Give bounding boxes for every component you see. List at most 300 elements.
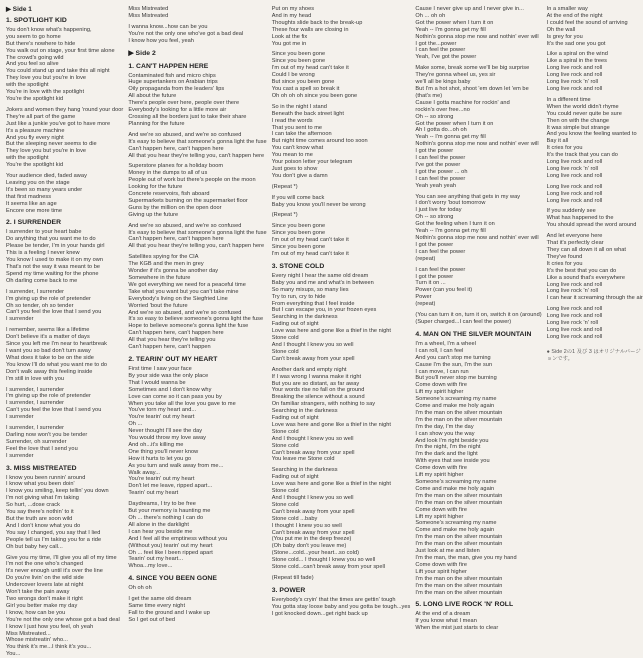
lyric-line: I'm still in love with you — [6, 375, 65, 382]
lyric-line: I got the power — [415, 241, 454, 248]
lyric-line: Leaving you on the stage — [6, 179, 70, 186]
lyric-line: Do you're livin' on the wild side — [6, 575, 84, 582]
lyric-line: All that you hear they're telling you, can't happen here — [128, 152, 265, 159]
lyric-line: I can feel the power — [415, 47, 466, 54]
lyric-line: Come down with fire — [415, 506, 468, 513]
lyric-line: It's the track that you can do — [546, 152, 618, 159]
lyric-line: Oh oh oh — [128, 585, 152, 592]
lyric-line: I can feel the power — [415, 155, 466, 162]
lyric-line: Look at the fix — [271, 33, 308, 40]
song-title: 1. CAN'T HAPPEN HERE — [128, 62, 209, 70]
lyric-line: The crowd's going wild — [6, 54, 64, 61]
lyric-line: Beneath the back street light — [271, 110, 345, 117]
lyric-line: I'm the man on the silver mountain — [415, 416, 503, 423]
lyric-line: Miss Mistreated... — [6, 630, 51, 637]
lyric-line: Feel the love that I send you — [6, 445, 78, 452]
lyric-line: Searching in the darkness — [271, 467, 338, 474]
lyric-line: (Repeat *) — [271, 212, 298, 219]
lyric-line: Can't happen here, can't happen here — [128, 145, 224, 152]
lyric-line: There's people over here, people over there — [128, 100, 240, 107]
lyric-line: Someone's screaming my name — [415, 520, 497, 527]
lyric-line: You can see anything that gets in my way — [415, 193, 521, 200]
lyric-line: Crossing all the borders just to take their share — [128, 113, 247, 120]
lyric-line: I know you been runnin' around — [6, 474, 86, 481]
lyric-line: And look I'm right beside you — [415, 437, 489, 444]
lyric-line: Can't you feel the love that I send you — [6, 407, 102, 414]
lyric-line: I'm not the one who's changed — [6, 561, 83, 568]
lyric-line: Everybody's cryin' that the times are gettin' tough — [271, 596, 396, 603]
lyrics-column — [6, 6, 124, 658]
lyric-line: Cause I never give up and I never give in... — [415, 6, 524, 12]
lyric-line: Oh the wall — [546, 26, 576, 33]
lyric-line: I got the power ... oh — [415, 168, 468, 175]
lyric-line: Baby you and me and what's in between — [271, 279, 374, 286]
lyric-line: Your poison letter your telegram — [271, 159, 353, 166]
lyric-line: They're gonna wheel us, yes sir — [415, 72, 496, 79]
lyric-line: Can't break away from your spell — [271, 508, 355, 515]
lyric-line: Undercover lovers late at night — [6, 582, 84, 589]
lyric-line: But you are so distant, as far away — [271, 380, 360, 387]
lyric-line: I can feel the power — [415, 175, 466, 182]
lyric-line: (You put me in the deep freeze) — [271, 536, 352, 543]
lyric-line: Long live rock 'n' roll — [546, 320, 599, 327]
lyric-line: Like a spiral in the trees — [546, 58, 608, 65]
lyric-line: Long live rock 'n' roll — [546, 288, 599, 295]
lyric-line: Since you been gone — [271, 230, 326, 237]
lyric-line: Stone cold — [271, 335, 299, 342]
lyric-line: rockin's over free...no — [415, 106, 470, 113]
lyric-line: Stone cold — [271, 348, 299, 355]
lyric-line: Come down with fire — [415, 465, 468, 472]
lyric-line: So hurt, ...dose crack — [6, 502, 60, 509]
lyric-line: Since you been gone — [271, 223, 326, 230]
lyric-line: Long live rock and roll — [546, 190, 603, 197]
lyric-line: I can take the afternoon — [271, 131, 332, 138]
lyric-line: I'm out of my head can't take it — [271, 237, 349, 244]
lyric-line: What has happened to the — [546, 215, 614, 222]
lyric-line: Since you been gone — [271, 51, 326, 58]
lyric-line: I can hear it screaming through the air — [546, 295, 643, 302]
lyric-line: Nothin's gonna stop me now and nothin' ever will — [415, 141, 539, 148]
lyric-line: (that's me) — [415, 92, 443, 99]
lyric-line: I surrender, I surrender — [6, 400, 65, 407]
lyric-line: Encore one more time — [6, 207, 63, 214]
lyric-line: Everybody's living on the Siegfried Line — [128, 295, 228, 302]
lyric-line: I'm the day, I'm the day — [415, 423, 474, 430]
lyric-line: That's not the way it was meant to be — [6, 264, 101, 270]
song-title: 5. LONG LIVE ROCK 'N' ROLL — [415, 601, 514, 609]
lyric-line: Can't happen here, can't happen here — [128, 330, 224, 337]
lyric-line: Power — [415, 294, 432, 301]
lyric-line: Spend my time waiting for the phone — [6, 270, 99, 277]
song-block — [128, 50, 266, 58]
lyric-line: I'm the man on the silver mountain — [415, 541, 503, 548]
lyric-line: Yeah, I've got the power — [415, 54, 477, 61]
lyric-line: Tearin' out my heart... — [128, 556, 184, 563]
lyrics-column — [547, 6, 643, 596]
lyric-line: Bay it all — [546, 138, 569, 145]
lyric-line: If you will come back — [271, 194, 325, 201]
lyric-line: (Repeat *) — [271, 183, 298, 190]
lyric-line: with the spotlight — [6, 82, 49, 89]
lyric-line: I'm giving up the role of pretender — [6, 295, 91, 302]
lyric-line: Come and make me holy again — [415, 403, 495, 410]
song-title: 4. MAN ON THE SILVER MOUNTAIN — [415, 330, 532, 338]
lyric-line: Lift my spirit higher — [415, 513, 464, 520]
lyric-line: At the end of a dream — [415, 611, 471, 618]
lyric-line: It's easy to believe that someone's gonna light the fuse — [128, 229, 267, 236]
lyric-line: You leave me Stone cold — [271, 456, 335, 463]
lyric-line: I'm the man, the man, give you my hand — [415, 554, 517, 561]
lyric-line: And you feel so alive — [6, 61, 59, 68]
lyric-line: Concrete reservoirs, fish aboard — [128, 191, 210, 198]
lyric-line: Won't take the pain away — [6, 589, 70, 596]
lyric-line: But you'll never stop me burning — [415, 375, 497, 382]
lyric-line: Whose mistreatin' who... — [6, 637, 68, 644]
lyric-line: And I thought I knew you so well — [271, 495, 354, 501]
lyric-line: Long live rock and roll — [546, 313, 603, 320]
lyric-line: Love was here and gone like a thief in the night — [271, 421, 392, 428]
lyric-line: Long live rock and roll — [546, 72, 603, 79]
lyric-line: One thing you'll never know — [128, 448, 199, 455]
lyric-line: (repeat) — [415, 255, 436, 262]
lyric-line: Long live rock and roll — [546, 197, 603, 204]
lyric-line: First time I saw your face — [128, 365, 192, 372]
lyric-line: And I feel all the emptiness without you — [128, 535, 228, 542]
lyric-line: I know, how can be you — [6, 609, 66, 616]
lyric-line: Breaking the silence without a sound — [271, 394, 365, 401]
lyric-line: Got the power when I turn it on — [415, 120, 494, 127]
lyric-line: You say there's nothin' to it — [6, 509, 74, 516]
lyric-line: By your side was the only place — [128, 372, 209, 379]
song-block — [415, 601, 541, 632]
lyric-line: we'll all be kings baby — [415, 79, 471, 86]
lyric-line: with the spotlight — [6, 155, 49, 162]
lyric-line: I can hear you beside me — [128, 528, 193, 535]
lyric-line: Lift my spirit higher — [415, 389, 464, 396]
lyric-line: I read the words — [271, 117, 313, 124]
lyric-line: I surrender to your heart babe — [6, 229, 82, 236]
lyric-line: And I don't know what you do — [6, 522, 81, 529]
lyric-line: You're the spotlight kid — [6, 162, 64, 169]
lyric-line: Do anything that you want me to do — [6, 236, 96, 243]
lyric-line: I know I just how you feel, oh yeah — [6, 623, 94, 630]
lyric-line: Miss Mistreated — [128, 12, 169, 19]
lyric-line: (Without you) tearin' out my heart — [128, 542, 213, 549]
song-block — [128, 575, 266, 624]
song-block — [6, 465, 123, 658]
lyric-line: Nothin's gonna stop me now and nothin' ever will — [415, 33, 539, 40]
lyric-line: I'm the dark and the light — [415, 451, 478, 458]
lyric-line: I got the...power — [415, 40, 457, 47]
lyrics-column — [415, 6, 542, 632]
lyric-line: Just goes to show — [271, 165, 318, 172]
lyric-line: (Repeat till fade) — [271, 574, 314, 581]
lyric-line: Baby you know you'll never be wrong — [271, 201, 366, 208]
lyric-line: Long live rock and roll — [546, 326, 603, 333]
lyric-line: Is grey for you — [546, 33, 583, 40]
lyric-line: That it's perfectly clear — [546, 240, 604, 247]
lyric-line: Oily propaganda from the leaders' lips — [128, 86, 225, 93]
lyric-line: Fading out of sight — [271, 474, 319, 481]
lyric-line: Make some, break some we'll be big surprise — [415, 65, 530, 72]
lyric-line: Stone cold — [271, 442, 299, 449]
lyric-line: I'm not giving what I'm taking — [6, 495, 79, 502]
lyric-line: Cause I'm the sun, I'm the sun — [415, 361, 493, 368]
lyric-line: I'm out of my head can't take it — [271, 65, 349, 72]
lyric-line: Just look at me and listen — [415, 548, 480, 555]
lyric-line: Then on with the change — [546, 117, 610, 124]
lyric-line: It's a pleasure machine — [6, 127, 65, 134]
lyric-line: They love you but you're in love — [6, 75, 87, 82]
song-title: 2. TEARIN' OUT MY HEART — [128, 355, 218, 363]
lyric-line: Surrender, oh surrender — [6, 438, 67, 445]
lyric-line: When you take all the love you gave to me — [128, 400, 236, 407]
lyric-line: But I can escape you, in your frozen eyes — [271, 307, 377, 314]
song-block — [128, 63, 266, 351]
lyric-line: Stone cold ...baby — [271, 515, 318, 522]
lyric-line: They love you but you're in love — [6, 148, 87, 155]
lyric-line: So I get out of bed — [128, 616, 176, 623]
lyric-line: Hope to believe someone's gonna light the fuse — [128, 323, 249, 330]
lyric-line: Can't break away from your spell — [271, 449, 355, 456]
lyric-line: Stone cold — [271, 488, 299, 495]
song-block — [272, 6, 411, 258]
lyric-line: I'm the man on the silver mountain — [415, 499, 503, 506]
lyric-line: Give you my time, I'll give you all of my time — [6, 554, 117, 561]
lyric-line: Don't believe it's a matter of days — [6, 334, 90, 341]
lyric-line: I'm the night, I'm the night — [415, 444, 481, 451]
lyric-line: And I thought I knew you so well — [271, 435, 354, 442]
lyric-line: If you suddenly see — [546, 208, 596, 215]
lyric-line: Supermarkets burning on the supermarket floor — [128, 197, 248, 204]
song-title: 3. MISS MISTREATED — [6, 464, 77, 472]
lyric-line: Planning for the future — [128, 120, 185, 127]
lyric-line: Oh ... oh oh — [415, 12, 446, 19]
song-block — [272, 263, 411, 582]
lyric-line: Girl you better make my day — [6, 602, 78, 609]
lyric-line: I surrender, I surrender — [6, 386, 65, 393]
lyric-line: Another dark and empty night — [271, 366, 347, 373]
lyric-line: Looking for the future — [128, 184, 183, 191]
lyric-line: Oh oh oh oh since you been gone — [271, 92, 358, 99]
lyric-line: Your words rise no fall on the ground — [271, 387, 365, 394]
lyric-line: You think it's me...I think it's you... — [6, 644, 92, 651]
lyric-line: Satellites spying for the CIA — [128, 254, 199, 261]
lyric-line: Turn it on ... — [415, 280, 446, 287]
footnote: ● Side 2の1 及び 3 はオリジナルバージョンです。 — [546, 348, 641, 362]
lyric-line: And I thought I knew you so well — [271, 341, 354, 348]
lyric-line: Could I be wrong — [271, 72, 315, 79]
lyric-line: That you sent to me — [271, 124, 323, 131]
lyric-line: As you turn and walk away from me... — [128, 462, 224, 469]
lyric-line: Lift your spirit higher — [415, 568, 467, 575]
lyric-line: So in the night I stand — [271, 103, 327, 110]
lyric-line: Since you left me I'm near to heartbreak — [6, 341, 108, 348]
lyric-line: Searching in the darkness — [271, 408, 338, 415]
lyric-line: Stone cold — [271, 428, 299, 435]
lyric-line: You gotta stay loose baby and you gotta be tough...yes — [271, 603, 411, 610]
lyric-line: Same time every night — [128, 603, 186, 610]
lyric-line: I'm a wheel, I'm a wheel — [415, 340, 476, 347]
lyric-line: We got everything we need for a peaceful time — [128, 281, 246, 288]
lyric-line: I'm out of my head can't take it — [271, 251, 349, 257]
lyric-line: And you fly every night — [6, 134, 64, 141]
song-block — [547, 6, 643, 341]
lyric-line: (Super charged...I can feel the power) — [415, 318, 512, 325]
lyric-line: I just live for today — [415, 207, 462, 214]
lyric-line: All alone in the darklight — [128, 521, 190, 528]
lyric-line: Oh but baby hey call... — [6, 543, 63, 550]
song-title: 3. POWER — [271, 586, 306, 594]
lyric-line: People out of work but there's people on the moon — [128, 177, 256, 184]
lyric-line: You're not the only one who've got a bad deal — [128, 30, 244, 37]
lyric-line: You walk out on stage, your first time alone — [6, 47, 115, 54]
lyric-line: Thoughts slide back to the break-up — [271, 19, 363, 26]
lyric-line: It's easy to believe that someone's gonna light the fuse — [128, 138, 267, 145]
lyric-line: Oh ... feel like I been ripped apart — [128, 549, 213, 556]
lyric-line: I'm the man on the silver mountain — [415, 582, 503, 589]
lyric-line: You've torn my heart and... — [128, 407, 197, 414]
lyric-line: Long live rock and roll — [546, 333, 603, 340]
lyric-line: Superstore planes for a holiday boom — [128, 163, 224, 170]
lyric-line: They've found — [546, 253, 583, 260]
lyric-line: I wanna know...how can be you — [128, 23, 208, 30]
lyric-line: They can all down it all on what — [546, 247, 626, 253]
lyric-line: Love was here and gone like a thief in the night — [271, 328, 392, 335]
song-block — [415, 331, 541, 597]
lyric-line: Guns by the million on the open door — [128, 204, 222, 211]
lyric-line: Huge supertankers on Arabian trips — [128, 79, 218, 86]
lyric-line: Got the power when I turn it on — [415, 19, 494, 26]
lyric-line: It cries for you — [546, 260, 583, 267]
lyric-line: But there's nowhere to hide — [6, 40, 76, 47]
lyric-line: Come down with fire — [415, 561, 468, 568]
lyric-line: (repeat) — [415, 301, 436, 308]
lyric-line: You know I'll do what you want me to do — [6, 361, 108, 368]
lyric-line: Daydreams, I try to be free — [128, 501, 196, 508]
lyric-line: (Oh baby don't you leave me) — [271, 543, 347, 550]
lyric-line: I surrender, I surrender — [6, 425, 65, 432]
lyric-line: I can feel the power — [415, 266, 466, 273]
lyric-line: You could never quite be sure — [546, 110, 622, 117]
lyric-line: But your memory is haunting me — [128, 508, 211, 515]
lyric-line: Cause I gotta machine for rockin' and — [415, 99, 510, 106]
side-heading: ▶ Side 1 — [6, 6, 32, 13]
lyric-line: I'm the man on the silver mountain — [415, 589, 503, 596]
lyric-line: And let everyone here — [546, 233, 603, 240]
lyric-line: And you can't stop me turning — [415, 354, 491, 361]
lyric-line: I want you so bad don't turn away — [6, 347, 91, 354]
lyric-line: Long live rock and roll — [546, 306, 603, 313]
lyric-line: I surrender, I surrender — [6, 288, 65, 295]
lyric-line: Can't you feel the love that I send you — [6, 309, 102, 316]
lyric-line: It's the best that you can do — [546, 267, 617, 274]
lyric-line: It's so easy to believe someone's gonna light the fuse — [128, 316, 264, 323]
lyric-line: On familiar strangers, with nothing to say — [271, 401, 376, 408]
lyric-line: I got knocked down...get right back up — [271, 610, 368, 617]
lyric-line: Lift my spirit higher — [415, 472, 464, 479]
lyric-line: I surrender — [6, 452, 34, 459]
lyric-line: Yeah -- I'm gonna get my fill — [415, 134, 486, 141]
lyric-line: Can't happen here, can't happen here — [128, 236, 224, 243]
lyric-line: Walk away... — [128, 469, 161, 476]
lyric-line: You cast a spell so break it — [271, 85, 340, 92]
lyric-line: These four walls are closing in — [271, 26, 349, 33]
lyrics-column — [128, 6, 267, 623]
lyric-line: It's been so many years under — [6, 186, 83, 193]
lyric-line: All that you hear they're telling you — [128, 337, 216, 344]
song-block — [128, 6, 266, 45]
lyric-line: It was simple but strange — [546, 124, 610, 131]
song-title: 1. SPOTLIGHT KID — [6, 16, 67, 24]
song-block — [6, 17, 123, 215]
lyric-line: Long live rock and roll — [546, 183, 603, 190]
lyric-line: You got me in — [271, 40, 307, 47]
lyric-line: Someone's screaming my name — [415, 479, 497, 485]
lyric-line: Come down with fire — [415, 382, 468, 389]
lyric-line: I got the power — [415, 148, 454, 155]
lyric-line: You're in love with the spotlight — [6, 89, 85, 96]
lyric-line: Long live rock and roll — [546, 159, 603, 166]
lyric-line: Like a spiral on the wind — [546, 51, 608, 58]
lyric-line: You're the spotlight kid — [6, 95, 64, 102]
lyric-line: You would throw my love away — [128, 435, 207, 442]
lyric-line: But since you been gone — [271, 79, 335, 86]
lyric-line: Love was here and gone like a thief in the night — [271, 481, 392, 488]
lyric-line: And we're so abused, and we're so confused — [128, 131, 242, 138]
lyric-line: Miss Mistreated — [128, 6, 169, 12]
lyric-line: Got the feeling when I turn it on — [415, 221, 495, 228]
lyric-line: Money in the dumps to all of us — [128, 170, 208, 177]
lyric-line: Please be tender, I'm in your hands girl — [6, 243, 105, 250]
lyric-line: you seem to go home — [6, 33, 61, 40]
lyric-line: You can't know what — [271, 145, 324, 152]
lyric-line: All that you hear they're telling you, can't happen here — [128, 243, 265, 250]
lyric-line: Yeah -- I'm gonna get my fill — [415, 228, 486, 235]
lyric-line: Oh -- so strong — [415, 214, 454, 221]
lyric-line: And in my head — [271, 12, 312, 19]
lyric-line: In a different time — [546, 96, 591, 103]
lyric-line: I surrender — [6, 316, 34, 323]
lyric-line: You should spread the word around — [546, 222, 637, 229]
lyric-line: With eyes that see inside you — [415, 458, 490, 465]
lyric-line: And oh...it's killing me — [128, 441, 184, 448]
lyrics-column — [271, 6, 411, 617]
lyric-line: Giving up the future — [128, 211, 179, 218]
lyric-line: Oh ... — [128, 421, 143, 428]
lyric-line: And you know the feeling wanted to — [546, 131, 637, 138]
lyric-line: I can roll, I can feel — [415, 347, 464, 354]
lyric-line: Put on my shoes — [271, 6, 315, 12]
lyric-line: Wonder if it's gonna be another day — [128, 268, 219, 275]
lyric-line: You don't know what's happening, — [6, 26, 92, 33]
lyric-line: Since you been gone — [271, 58, 326, 65]
lyric-line: I remember, seems like a lifetime — [6, 327, 90, 334]
song-title: 2. I SURRENDER — [6, 219, 62, 227]
lyric-line: You're not the only one whose got a bad deal — [6, 616, 120, 623]
lyric-line: Can't break away from your spell — [271, 529, 355, 536]
lyric-line: I can move, I can run — [415, 368, 469, 375]
lyric-line: Stone cold... I thought I knew you so well — [271, 557, 376, 564]
lyric-line: You... — [6, 651, 21, 658]
lyric-line: Long live rock and roll — [546, 281, 603, 288]
lyric-line: You say I changed, you say that I lied — [6, 529, 101, 536]
lyric-line: If you know what I mean — [415, 618, 477, 625]
lyric-line: Jokers and women they hang 'round your door — [6, 106, 124, 113]
lyric-line: But I'm a hot shot, shoot 'em down let 'em be — [415, 85, 529, 92]
lyric-line: When the world didn't rhyme — [546, 103, 619, 110]
